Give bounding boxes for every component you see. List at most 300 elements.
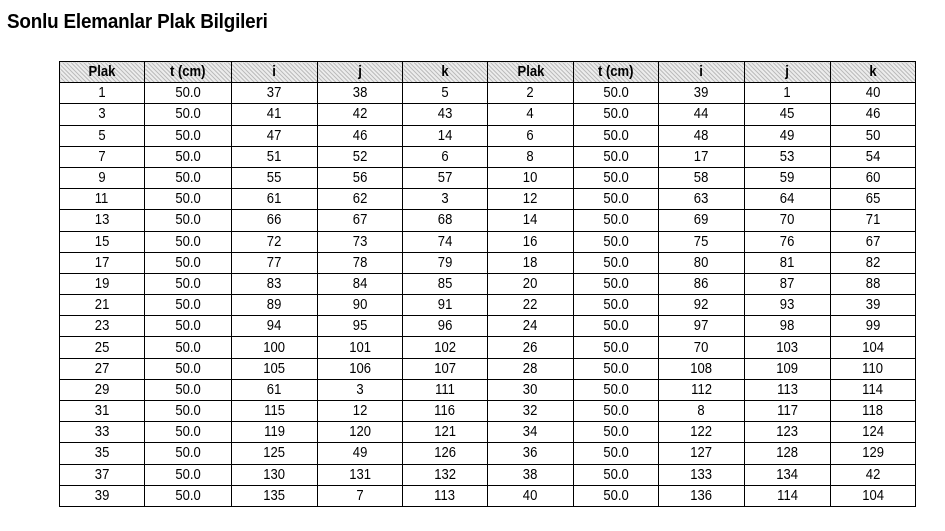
table-cell-value: 61: [267, 191, 282, 208]
table-row: [60, 83, 916, 104]
table-cell-value: 21: [94, 297, 110, 314]
table-cell-value: 17: [694, 148, 709, 165]
table-cell: [659, 443, 745, 464]
table-cell: [659, 295, 745, 316]
table-cell: [60, 358, 145, 379]
table-cell-value: 102: [434, 339, 456, 356]
table-cell: [488, 464, 574, 485]
table-cell: [60, 443, 145, 464]
table-cell-value: 29: [94, 381, 110, 398]
table-cell-value: 134: [776, 466, 799, 483]
table-row: [60, 125, 916, 146]
table-cell-value: 5: [98, 127, 106, 144]
table-cell-value: 46: [865, 106, 881, 123]
table-cell: [145, 167, 232, 188]
table-cell-value: 50.0: [603, 339, 629, 356]
table-cell-value: 62: [352, 191, 368, 208]
table-cell: [403, 104, 488, 125]
table-cell-value: 31: [94, 403, 110, 420]
table-cell-value: 113: [434, 487, 456, 504]
table-cell-value: 84: [352, 275, 368, 292]
table-cell: [574, 485, 659, 506]
table-cell-value: 50.0: [603, 445, 629, 462]
table-cell-value: 99: [865, 318, 881, 335]
table-cell: [232, 485, 318, 506]
table-cell: [145, 273, 232, 294]
table-cell: [488, 337, 574, 358]
table-cell: [488, 422, 574, 443]
table-cell: [60, 125, 145, 146]
table-cell-value: 50.0: [603, 85, 629, 102]
table-cell-value: 50.0: [175, 106, 201, 123]
table-cell-value: 50.0: [603, 233, 629, 250]
table-cell-value: 49: [780, 127, 795, 144]
table-cell: [574, 83, 659, 104]
table-cell-value: 115: [264, 403, 285, 420]
table-cell-value: 50.0: [175, 127, 201, 144]
table-cell-value: 37: [267, 85, 282, 102]
table-cell: [145, 485, 232, 506]
table-cell-value: 8: [697, 403, 706, 420]
table-cell: [403, 422, 488, 443]
table-cell: [488, 231, 574, 252]
table-cell: [232, 273, 318, 294]
table-cell: [318, 146, 403, 167]
table-cell: [745, 210, 831, 231]
table-cell-value: 113: [777, 381, 798, 398]
table-cell: [318, 401, 403, 422]
table-cell-value: 44: [694, 106, 709, 123]
table-cell: [831, 167, 916, 188]
table-cell: [574, 189, 659, 210]
table-cell: [145, 189, 232, 210]
table-cell-value: 97: [694, 318, 709, 335]
table-cell-value: 39: [694, 85, 709, 102]
plate-info-table: [59, 61, 916, 507]
table-cell: [574, 422, 659, 443]
table-cell-value: 59: [780, 170, 795, 187]
table-cell-value: 88: [865, 275, 881, 292]
table-cell: [831, 189, 916, 210]
table-cell: [745, 464, 831, 485]
column-header: [745, 62, 831, 83]
table-cell-value: 50.0: [175, 466, 201, 483]
table-cell: [831, 104, 916, 125]
table-cell: [488, 485, 574, 506]
table-cell-value: 117: [777, 403, 798, 420]
table-cell: [574, 125, 659, 146]
table-cell: [318, 273, 403, 294]
table-cell-value: 5: [441, 85, 449, 102]
table-cell-value: 121: [434, 424, 456, 441]
table-cell-value: 46: [352, 127, 368, 144]
table-cell-value: 50.0: [603, 297, 629, 314]
table-cell-value: 105: [263, 360, 286, 377]
table-cell-value: 27: [94, 360, 110, 377]
column-header: [232, 62, 318, 83]
column-header-label: t (cm): [170, 64, 206, 81]
table-cell-value: 70: [694, 339, 709, 356]
table-cell-value: 86: [694, 275, 709, 292]
table-row: [60, 358, 916, 379]
table-cell: [403, 231, 488, 252]
table-row: [60, 104, 916, 125]
table-cell-value: 50.0: [603, 466, 629, 483]
table-cell-value: 50.0: [603, 106, 629, 123]
column-header-label: i: [272, 64, 277, 81]
table-cell: [232, 125, 318, 146]
table-cell: [574, 273, 659, 294]
table-cell: [232, 83, 318, 104]
table-cell: [60, 464, 145, 485]
table-cell-value: 7: [356, 487, 364, 504]
table-cell-value: 26: [523, 339, 538, 356]
table-cell-value: 50.0: [175, 318, 201, 335]
table-cell: [659, 464, 745, 485]
table-cell-value: 78: [352, 254, 368, 271]
table-cell-value: 101: [349, 339, 371, 356]
table-cell-value: 71: [865, 212, 881, 229]
table-cell-value: 50.0: [603, 381, 629, 398]
table-cell-value: 54: [865, 148, 881, 165]
table-cell-value: 50.0: [603, 424, 629, 441]
table-cell-value: 11: [95, 191, 109, 208]
table-cell-value: 9: [98, 170, 106, 187]
table-cell: [831, 295, 916, 316]
table-cell: [60, 167, 145, 188]
table-cell-value: 2: [526, 85, 535, 102]
table-cell: [574, 104, 659, 125]
table-cell-value: 1: [783, 85, 792, 102]
table-cell: [659, 104, 745, 125]
table-row: [60, 464, 916, 485]
table-cell: [659, 379, 745, 400]
table-cell-value: 112: [691, 381, 712, 398]
table-cell-value: 119: [264, 424, 285, 441]
table-cell: [574, 316, 659, 337]
table-cell: [745, 401, 831, 422]
table-cell: [145, 316, 232, 337]
table-cell: [745, 189, 831, 210]
table-cell-value: 131: [349, 466, 371, 483]
table-cell: [831, 485, 916, 506]
table-cell: [145, 295, 232, 316]
table-cell: [60, 295, 145, 316]
table-cell: [488, 83, 574, 104]
table-cell-value: 16: [523, 233, 538, 250]
table-cell-value: 93: [780, 297, 795, 314]
table-cell-value: 10: [523, 170, 538, 187]
table-cell-value: 28: [523, 360, 538, 377]
table-cell: [659, 401, 745, 422]
table-cell-value: 98: [780, 318, 795, 335]
table-cell-value: 92: [694, 297, 709, 314]
table-cell-value: 53: [780, 148, 795, 165]
table-cell: [318, 443, 403, 464]
table-cell: [232, 189, 318, 210]
table-cell-value: 50.0: [175, 360, 201, 377]
table-cell-value: 55: [267, 170, 282, 187]
table-row: [60, 273, 916, 294]
table-cell: [745, 252, 831, 273]
table-cell: [232, 167, 318, 188]
table-cell-value: 50.0: [603, 487, 629, 504]
table-cell-value: 23: [94, 318, 110, 335]
table-cell-value: 95: [352, 318, 368, 335]
table-cell-value: 81: [780, 254, 795, 271]
table-row: [60, 252, 916, 273]
table-cell-value: 73: [352, 233, 368, 250]
table-cell: [403, 210, 488, 231]
table-cell: [145, 358, 232, 379]
table-cell: [659, 485, 745, 506]
table-cell-value: 12: [352, 403, 368, 420]
table-cell-value: 50.0: [175, 445, 201, 462]
table-cell: [403, 273, 488, 294]
table-cell-value: 83: [267, 275, 282, 292]
table-cell-value: 50.0: [603, 403, 629, 420]
table-cell: [232, 379, 318, 400]
table-cell-value: 15: [94, 233, 110, 250]
table-cell-value: 77: [267, 254, 282, 271]
table-cell-value: 50.0: [603, 170, 629, 187]
table-cell: [488, 210, 574, 231]
column-header: [574, 62, 659, 83]
table-cell-value: 50.0: [175, 424, 201, 441]
table-cell: [145, 146, 232, 167]
table-row: [60, 295, 916, 316]
table-cell-value: 50.0: [603, 254, 629, 271]
table-cell-value: 70: [780, 212, 795, 229]
table-cell: [745, 167, 831, 188]
table-cell: [745, 379, 831, 400]
table-cell-value: 20: [523, 275, 538, 292]
table-cell: [488, 167, 574, 188]
table-cell-value: 124: [862, 424, 884, 441]
table-cell-value: 100: [263, 339, 286, 356]
table-cell-value: 37: [94, 466, 110, 483]
table-row: [60, 167, 916, 188]
table-cell: [232, 337, 318, 358]
table-cell: [60, 231, 145, 252]
table-row: [60, 485, 916, 506]
table-cell: [659, 337, 745, 358]
table-cell-value: 65: [865, 191, 881, 208]
table-cell-value: 94: [267, 318, 282, 335]
table-cell: [659, 358, 745, 379]
table-cell-value: 17: [94, 254, 110, 271]
table-cell: [232, 210, 318, 231]
table-cell-value: 39: [865, 297, 881, 314]
table-cell: [145, 464, 232, 485]
table-cell-value: 122: [690, 424, 713, 441]
table-cell-value: 14: [523, 212, 538, 229]
table-cell: [574, 379, 659, 400]
table-cell-value: 135: [263, 487, 286, 504]
table-cell: [574, 146, 659, 167]
column-header-label: Plak: [517, 64, 544, 81]
table-cell-value: 91: [437, 297, 453, 314]
table-cell: [831, 379, 916, 400]
table-cell: [488, 295, 574, 316]
table-cell-value: 40: [523, 487, 538, 504]
table-cell: [831, 316, 916, 337]
table-cell-value: 123: [776, 424, 799, 441]
table-cell-value: 127: [690, 445, 713, 462]
table-cell: [488, 316, 574, 337]
table-cell-value: 33: [94, 424, 110, 441]
table-cell: [232, 464, 318, 485]
table-row: [60, 379, 916, 400]
table-cell-value: 3: [356, 381, 364, 398]
table-cell: [232, 295, 318, 316]
table-cell: [60, 316, 145, 337]
table-cell: [145, 210, 232, 231]
table-cell: [745, 231, 831, 252]
table-cell: [318, 422, 403, 443]
table-cell: [318, 358, 403, 379]
table-cell: [145, 83, 232, 104]
table-cell: [403, 464, 488, 485]
table-cell: [318, 464, 403, 485]
table-cell-value: 87: [780, 275, 795, 292]
table-cell: [318, 104, 403, 125]
table-cell: [488, 189, 574, 210]
table-cell-value: 64: [780, 191, 795, 208]
table-cell: [318, 167, 403, 188]
table-cell-value: 111: [435, 381, 455, 398]
table-cell: [60, 422, 145, 443]
table-cell-value: 12: [523, 191, 538, 208]
table-row: [60, 231, 916, 252]
table-cell-value: 120: [349, 424, 371, 441]
column-header-label: Plak: [88, 64, 116, 81]
table-cell-value: 40: [865, 85, 881, 102]
table-cell: [403, 125, 488, 146]
table-cell: [145, 422, 232, 443]
table-cell: [574, 252, 659, 273]
table-cell-value: 35: [94, 445, 110, 462]
table-cell: [831, 231, 916, 252]
table-cell: [831, 273, 916, 294]
table-cell: [659, 146, 745, 167]
table-cell-value: 128: [776, 445, 799, 462]
table-cell: [60, 146, 145, 167]
column-header: [488, 62, 574, 83]
table-cell: [60, 83, 145, 104]
table-cell-value: 50.0: [603, 318, 629, 335]
table-cell: [488, 252, 574, 273]
table-cell: [145, 104, 232, 125]
table-cell-value: 51: [267, 148, 282, 165]
table-cell-value: 106: [349, 360, 371, 377]
table-cell-value: 103: [776, 339, 799, 356]
table-cell: [318, 337, 403, 358]
table-cell: [574, 295, 659, 316]
table-cell-value: 50.0: [175, 339, 201, 356]
table-cell-value: 96: [437, 318, 453, 335]
table-cell-value: 19: [94, 275, 110, 292]
table-cell: [403, 379, 488, 400]
table-cell-value: 75: [694, 233, 709, 250]
table-cell-value: 133: [690, 466, 713, 483]
column-header-label: k: [869, 64, 877, 81]
table-cell-value: 79: [437, 254, 453, 271]
table-cell-value: 50.0: [175, 170, 201, 187]
table-cell: [232, 146, 318, 167]
table-cell-value: 14: [437, 127, 453, 144]
table-cell-value: 68: [437, 212, 453, 229]
table-cell: [831, 210, 916, 231]
table-cell-value: 104: [862, 339, 884, 356]
table-cell-value: 43: [437, 106, 453, 123]
table-cell-value: 82: [865, 254, 881, 271]
column-header-label: k: [441, 64, 449, 81]
table-cell: [60, 104, 145, 125]
table-cell: [488, 379, 574, 400]
table-cell-value: 50.0: [175, 487, 201, 504]
table-cell-value: 50.0: [175, 191, 201, 208]
table-cell: [831, 401, 916, 422]
table-cell: [659, 83, 745, 104]
table-cell: [318, 189, 403, 210]
table-cell: [488, 401, 574, 422]
column-header: [60, 62, 145, 83]
table-cell: [745, 422, 831, 443]
column-header: [318, 62, 403, 83]
table-cell: [488, 125, 574, 146]
table-cell: [232, 401, 318, 422]
table-cell: [232, 358, 318, 379]
table-cell-value: 22: [523, 297, 538, 314]
table-cell: [403, 295, 488, 316]
table-cell: [831, 464, 916, 485]
table-cell: [745, 104, 831, 125]
table-cell: [318, 316, 403, 337]
table-cell-value: 38: [352, 85, 368, 102]
table-cell-value: 8: [526, 148, 535, 165]
table-row: [60, 337, 916, 358]
table-cell-value: 136: [690, 487, 713, 504]
table-cell: [403, 485, 488, 506]
column-header-label: j: [358, 64, 362, 81]
table-cell: [403, 146, 488, 167]
table-cell: [659, 125, 745, 146]
table-cell: [232, 104, 318, 125]
table-cell-value: 109: [776, 360, 799, 377]
table-cell-value: 76: [780, 233, 795, 250]
table-cell: [659, 231, 745, 252]
table-cell: [403, 83, 488, 104]
table-cell: [318, 231, 403, 252]
table-cell-value: 104: [862, 487, 884, 504]
table-cell: [745, 125, 831, 146]
table-cell: [831, 146, 916, 167]
table-cell: [318, 83, 403, 104]
table-cell: [60, 401, 145, 422]
table-cell: [60, 252, 145, 273]
table-cell: [488, 104, 574, 125]
table-cell: [145, 252, 232, 273]
table-cell-value: 85: [437, 275, 453, 292]
table-cell-value: 57: [437, 170, 453, 187]
table-body: [60, 83, 916, 507]
table-cell: [745, 358, 831, 379]
table-cell-value: 50.0: [603, 212, 629, 229]
table-cell: [745, 83, 831, 104]
table-cell-value: 24: [523, 318, 538, 335]
table-cell-value: 89: [267, 297, 282, 314]
